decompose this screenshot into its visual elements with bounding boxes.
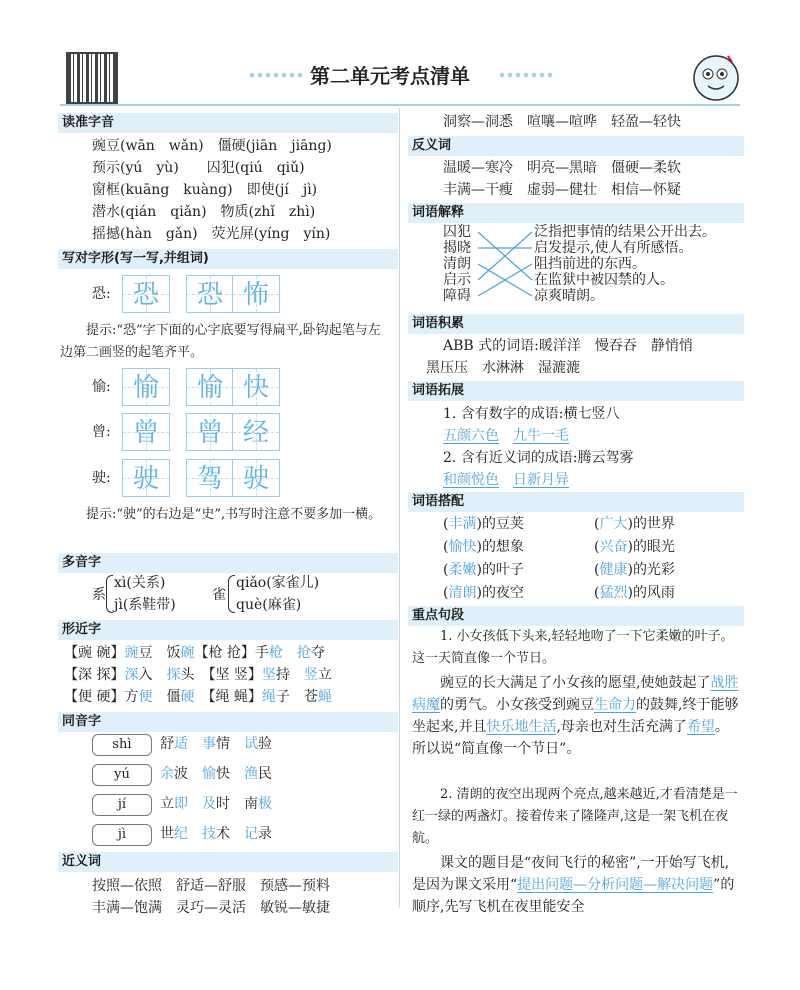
text-line: 1. 含有数字的成语:横七竖八 [443,406,620,422]
reading: qiǎo(家雀儿) [236,575,320,591]
definition: 泛指把事情的结果公开出去。 [534,224,716,240]
section-synonyms: 近义词 [58,852,398,872]
definition: 阻挡前进的东西。 [534,256,646,272]
section-word-meaning: 词语解释 [408,203,744,223]
writing-box: 恐 [186,275,234,313]
text-line: 丰满—干瘦 虚弱—健壮 相信—怀疑 [443,182,681,198]
section-writing: 写对字形(写一写,并组词) [58,249,398,269]
char-label: 愉: [92,379,111,395]
writing-box: 怖 [232,275,280,313]
homophone-row: 立即 及时 南极 [160,796,272,812]
section-collocation: 词语搭配 [408,492,744,512]
page-title: 第二单元考点清单 [310,64,470,88]
writing-box: 恐 [122,275,170,313]
text-line: 丰满—饱满 灵巧—灵活 敏锐—敏捷 [92,900,330,916]
writing-box: 驶 [232,459,280,497]
collocation: (清朗)的夜空 [443,585,524,601]
section-homophone: 同音字 [58,712,398,732]
word: 启示 [443,272,471,288]
writing-box: 驶 [122,459,170,497]
section-pronunciation: 读准字音 [58,113,398,133]
tip-text: 提示:“驶”的右边是“史”,书写时注意不要多加一横。 [86,507,382,522]
passage: 2. 清朗的夜空出现两个亮点,越来越近,才看清楚是一红一绿的两盏灯。接着传来了隆隆声,这是一架飞机在夜航。 [412,787,738,846]
word: 囚犯 [443,224,471,240]
word: 揭晓 [443,240,471,256]
matching-lines [476,224,536,308]
collocation: (丰满)的豆荚 [443,516,524,532]
text-line: 洞察—洞悉 喧嚷—喧哗 轻盈—轻快 [443,114,681,130]
text-line: 温暖—寒冷 明亮—黑暗 僵硬—柔软 [443,160,681,176]
text-line: 按照—依照 舒适—舒服 预感—预料 [92,878,330,894]
section-key-passages: 重点句段 [408,606,744,626]
column-divider [399,108,400,908]
answer-line: 和颜悦色 日新月异 [443,472,569,488]
section-accumulation: 词语积累 [408,314,744,334]
char-label: 曾: [92,424,111,440]
definition: 凉爽晴朗。 [534,288,604,304]
writing-box: 曾 [122,413,170,451]
writing-box: 快 [232,368,280,406]
writing-box: 曾 [186,413,234,451]
passage: 豌豆的长大满足了小女孩的愿望,使她鼓起了战胜病魔的勇气。小女孩受到豌豆生命力的鼓舞,终于能够坐起来,并且快乐地生活,母亲也对生活充满了希望。所以说“简直像一个节日”。 [412,675,739,757]
pinyin-pill: yú [92,764,152,786]
collocation: (广大)的世界 [594,516,675,532]
brace [228,575,235,613]
mascot-icon [688,48,744,104]
writing-box: 驾 [186,459,234,497]
char-label: 恐: [92,286,111,302]
text-line: 黑压压 水淋淋 湿漉漉 [426,360,580,376]
definition: 在监狱中被囚禁的人。 [534,272,674,288]
text-line: 潜水(qián qiǎn) 物质(zhǐ zhì) [92,204,316,220]
writing-box: 经 [232,413,280,451]
section-antonyms: 反义词 [408,136,744,156]
definition: 启发提示,使人有所感悟。 [534,240,693,256]
brace [106,575,113,613]
collocation: (愉快)的想象 [443,539,524,555]
homophone-row: 世纪 技术 记录 [160,826,272,842]
collocation: (健康)的光彩 [594,562,675,578]
text-line: 豌豆(wān wǎn) 僵硬(jiān jiāng) [92,138,332,154]
char: 系 [92,587,106,603]
reading: què(麻雀) [236,597,302,613]
header-rule [60,104,740,106]
header-dots-right [498,72,554,78]
qr-code [66,52,118,104]
text-line: 摇撼(hàn gǎn) 荧光屏(yíng yín) [92,226,331,242]
similar-row: 【便 硬】方便 僵硬 【绳 蝇】绳子 苍蝇 [64,689,332,705]
pinyin-pill: shì [92,734,152,756]
pinyin-pill: jì [92,824,152,846]
answer-line: 五颜六色 九牛一毛 [443,428,569,444]
writing-box: 愉 [122,368,170,406]
passage: 1. 小女孩低下头来,轻轻地吻了一下它柔嫩的叶子。这一天简直像一个节日。 [412,629,734,666]
char-label: 驶: [92,470,111,486]
text-line: ABB 式的词语:暖洋洋 慢吞吞 静悄悄 [443,338,693,354]
char: 雀 [212,587,226,603]
reading: jì(系鞋带) [114,597,176,613]
text-line: 窗框(kuāng kuàng) 即使(jí jì) [92,182,318,198]
text-line: 预示(yú yù) 囚犯(qiú qiǔ) [92,160,305,176]
homophone-row: 余波 愉快 渔民 [160,766,272,782]
collocation: (猛烈)的风雨 [594,585,675,601]
passage: 课文的题目是“夜间飞行的秘密”,一开始写飞机,是因为课文采用“提出问题—分析问题—解决问题”的顺序,先写飞机在夜里能安全 [412,855,735,915]
similar-row: 【豌 碗】豌豆 饭碗【枪 抢】手枪 抢夺 [64,645,325,661]
pinyin-pill: jí [92,794,152,816]
word: 障碍 [443,288,471,304]
similar-row: 【深 探】深入 探头 【坚 竖】坚持 竖立 [64,667,332,683]
text-line: 2. 含有近义词的成语:腾云驾雾 [443,450,634,466]
collocation: (兴奋)的眼光 [594,539,675,555]
section-polyphone: 多音字 [58,553,398,573]
tip-text: 提示:“恐”字下面的心字底要写得扁平,卧钩起笔与左边第二画竖的起笔齐平。 [60,323,381,360]
homophone-row: 舒适 事情 试验 [160,736,272,752]
reading: xì(关系) [114,575,166,591]
collocation: (柔嫩)的叶子 [443,562,524,578]
section-similar-chars: 形近字 [58,620,398,640]
header-dots-left [248,72,304,78]
writing-box: 愉 [186,368,234,406]
word: 清朗 [443,256,471,272]
section-expansion: 词语拓展 [408,381,744,401]
